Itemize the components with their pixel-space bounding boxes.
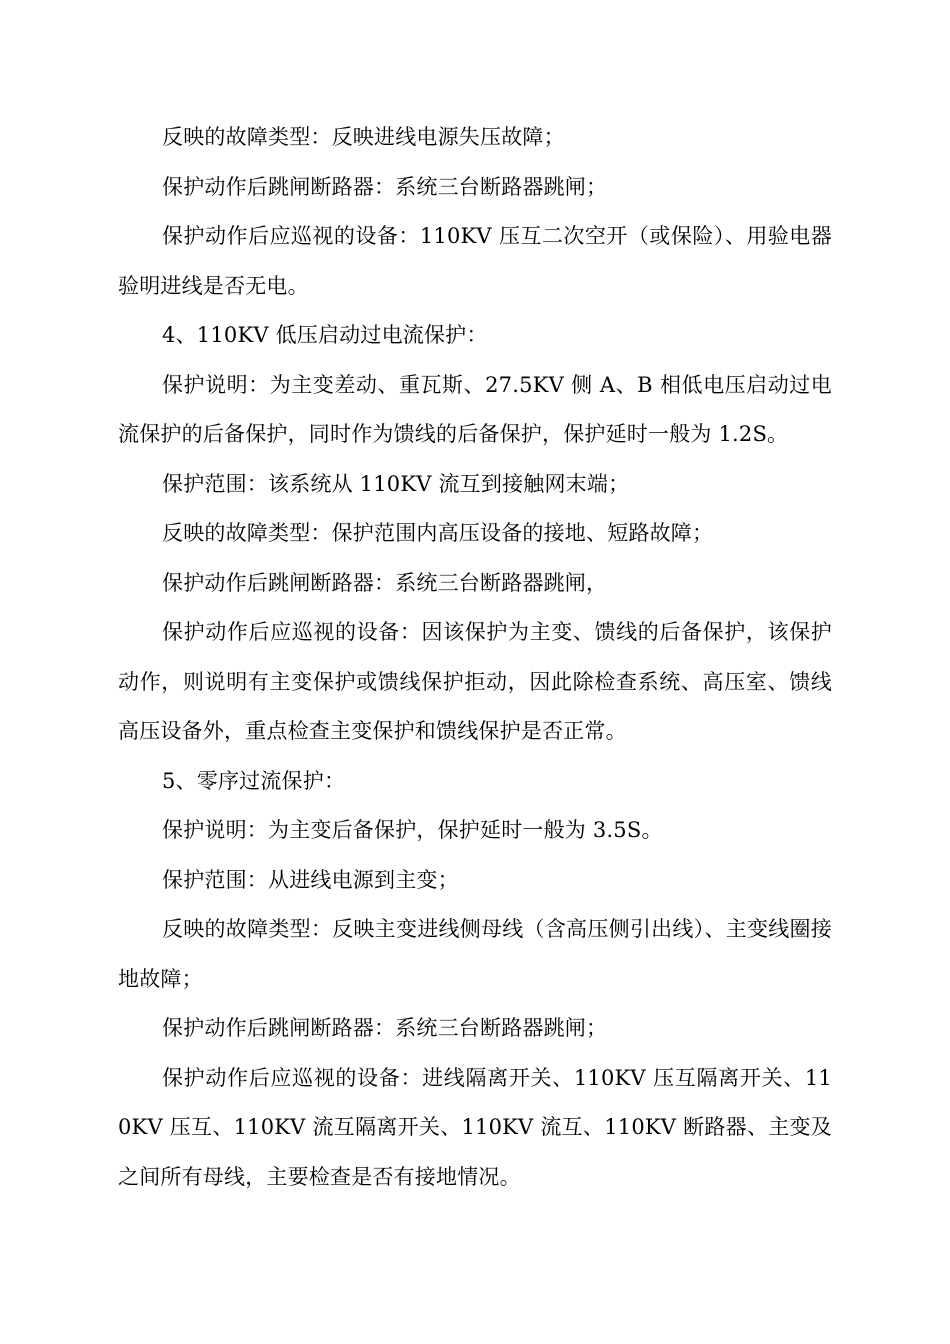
paragraph-protection-range: 保护范围：该系统从 110KV 流互到接触网末端； [162,471,630,496]
paragraph-inspect-equipment: 保护动作后应巡视的设备：因该保护为主变、馈线的后备保护，该保护动作，则说明有主变保护或馈线保护拒动，因此除检查系统、高压室、馈线高压设备外，重点检查主变保护和馈线保护是否正常。 [118,620,832,743]
paragraph-protection-range: 保护范围：从进线电源到主变； [162,867,459,892]
paragraph-protection-description: 保护说明：为主变后备保护，保护延时一般为 3.5S。 [162,818,663,842]
paragraph-fault-type-voltage-loss: 反映的故障类型：反映进线电源失压故障； [162,125,565,149]
paragraph-fault-type: 反映的故障类型：保护范围内高压设备的接地、短路故障； [162,521,714,545]
paragraph-inspect-equipment: 保护动作后应巡视的设备：110KV 压互二次空开（或保险）、用验电器验明进线是否无电。 [118,224,832,298]
paragraph-fault-type: 反映的故障类型：反映主变进线侧母线（含高压侧引出线）、主变线圈接地故障； [118,917,832,991]
paragraph-protection-description: 保护说明：为主变差动、重瓦斯、27.5KV 侧 A、B 相低电压启动过电流保护的后备保护，同时作为馈线的后备保护，保护延时一般为 1.2S。 [118,372,832,446]
paragraph-inspect-equipment: 保护动作后应巡视的设备：进线隔离开关、110KV 压互隔离开关、110KV 压互、110KV 流互隔离开关、110KV 流互、110KV 断路器、主变及之间所有母线，主要检查是否有接地情况。 [118,1065,832,1189]
document-body [118,113,832,1202]
section-heading-4: 4、110KV 低压启动过电流保护： [162,323,488,347]
paragraph-trip-breakers: 保护动作后跳闸断路器：系统三台断路器跳闸； [162,1016,608,1040]
paragraph-trip-breakers: 保护动作后跳闸断路器：系统三台断路器跳闸； [162,174,608,199]
section-heading-5: 5、零序过流保护： [162,768,346,793]
paragraph-trip-breakers: 保护动作后跳闸断路器：系统三台断路器跳闸， [162,570,608,595]
